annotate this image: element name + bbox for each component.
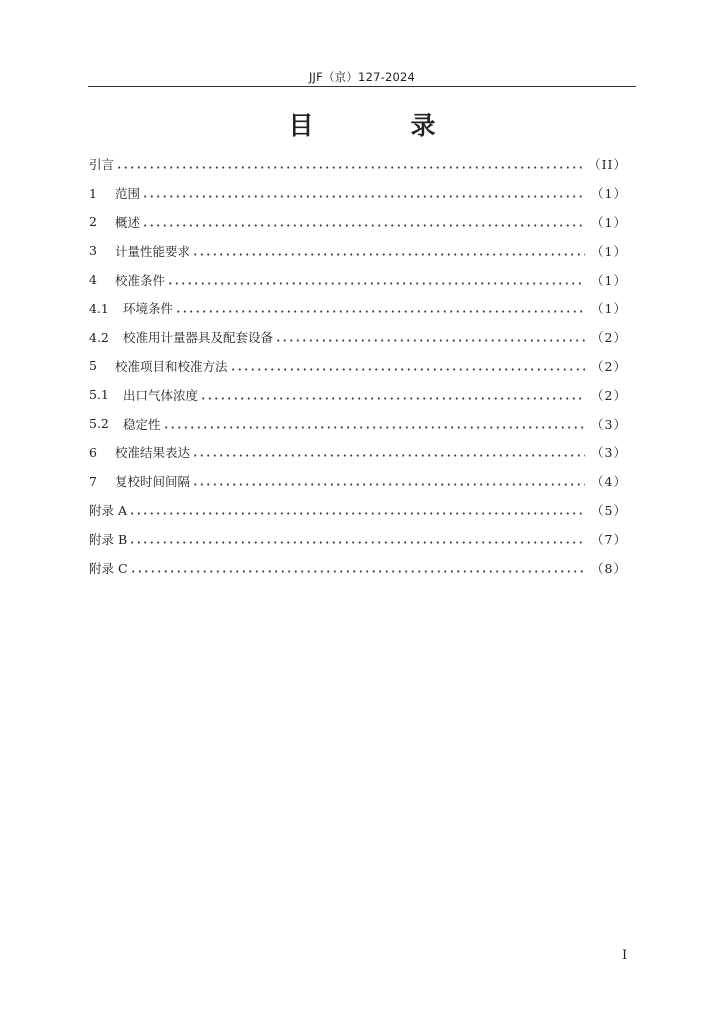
toc-leader-dots bbox=[275, 339, 585, 342]
toc-entry-number: 5.2 bbox=[89, 416, 109, 432]
toc-entry-6[interactable] bbox=[89, 438, 627, 467]
toc-leader-dots bbox=[129, 512, 585, 515]
toc-entry-number: 6 bbox=[89, 444, 97, 460]
toc-entry-number: 2 bbox=[89, 214, 97, 230]
toc-entry-page: （3） bbox=[591, 445, 627, 461]
toc-entry-page: （8） bbox=[591, 560, 627, 576]
toc-leader-dots bbox=[116, 166, 582, 169]
page-title: 目 录 bbox=[288, 111, 472, 140]
toc-entry-number: 4.2 bbox=[89, 329, 109, 345]
toc-entry-label: 概述 bbox=[115, 214, 141, 230]
toc-entry-label: 计量性能要求 bbox=[115, 243, 191, 259]
toc-leader-dots bbox=[163, 426, 586, 429]
toc-entry-page: （1） bbox=[591, 243, 627, 259]
toc-entry-label: 附录 B bbox=[89, 531, 128, 547]
toc-entry-7[interactable] bbox=[89, 467, 627, 496]
toc-entry-5-1[interactable] bbox=[89, 380, 627, 409]
toc-entry-page: （2） bbox=[591, 330, 627, 346]
toc-entry-number: 4.1 bbox=[89, 300, 109, 316]
toc-entry-page: （1） bbox=[591, 214, 627, 230]
toc-leader-dots bbox=[129, 541, 585, 544]
toc-entry-5-2[interactable] bbox=[89, 409, 627, 438]
toc-entry-page: （1） bbox=[591, 272, 627, 288]
toc-entry-label: 环境条件 bbox=[123, 301, 174, 317]
toc-entry-appendix-a[interactable] bbox=[89, 496, 627, 525]
toc-entry-3[interactable] bbox=[89, 236, 627, 265]
toc-entry-page: （2） bbox=[591, 358, 627, 374]
toc-entry-label: 校准条件 bbox=[115, 272, 166, 288]
toc-entry-label: 附录 C bbox=[89, 560, 128, 576]
toc-entry-5[interactable] bbox=[89, 352, 627, 381]
toc-entry-appendix-b[interactable] bbox=[89, 524, 627, 553]
toc-entry-page: （2） bbox=[591, 387, 627, 403]
page-number: I bbox=[622, 948, 628, 963]
toc-entry-number: 7 bbox=[89, 473, 97, 489]
toc-entry-4[interactable] bbox=[89, 265, 627, 294]
toc-entry-2[interactable] bbox=[89, 208, 627, 237]
toc-entry-number: 5.1 bbox=[89, 387, 109, 403]
toc-entry-label: 稳定性 bbox=[123, 416, 161, 432]
toc-entry-page: （7） bbox=[591, 531, 627, 547]
toc-entry-number: 5 bbox=[89, 358, 97, 374]
toc-entry-label: 复校时间间隔 bbox=[115, 474, 191, 490]
toc-entry-label: 出口气体浓度 bbox=[123, 387, 199, 403]
toc-entry-introduction[interactable] bbox=[89, 150, 627, 179]
toc-entry-page: （5） bbox=[591, 502, 627, 518]
toc-entry-4-1[interactable] bbox=[89, 294, 627, 323]
toc-entry-page: （II） bbox=[588, 157, 627, 173]
toc-entry-number: 1 bbox=[89, 185, 97, 201]
toc-entry-page: （1） bbox=[591, 186, 627, 202]
toc-entry-4-2[interactable] bbox=[89, 323, 627, 352]
toc-leader-dots bbox=[192, 483, 585, 486]
toc-leader-dots bbox=[192, 253, 585, 256]
toc-leader-dots bbox=[167, 282, 585, 285]
toc-entry-label: 附录 A bbox=[89, 502, 128, 518]
toc-leader-dots bbox=[230, 368, 586, 371]
toc-entry-number: 3 bbox=[89, 243, 97, 259]
toc-leader-dots bbox=[142, 195, 585, 198]
toc-entry-label: 引言 bbox=[89, 157, 115, 173]
toc-entry-1[interactable] bbox=[89, 179, 627, 208]
toc-entry-page: （4） bbox=[591, 474, 627, 490]
toc-entry-label: 范围 bbox=[115, 186, 141, 202]
toc-entry-page: （1） bbox=[591, 301, 627, 317]
page-header bbox=[88, 60, 636, 87]
table-of-contents bbox=[89, 150, 627, 582]
toc-entry-label: 校准项目和校准方法 bbox=[115, 358, 228, 374]
toc-entry-label: 校准结果表达 bbox=[115, 445, 191, 461]
toc-leader-dots bbox=[142, 224, 585, 227]
toc-entry-number: 4 bbox=[89, 272, 97, 288]
toc-leader-dots bbox=[130, 570, 586, 573]
toc-leader-dots bbox=[200, 397, 585, 400]
standard-code: JJF（京）127-2024 bbox=[308, 70, 416, 84]
toc-entry-appendix-c[interactable] bbox=[89, 553, 627, 582]
toc-leader-dots bbox=[192, 454, 585, 457]
toc-entry-label: 校准用计量器具及配套设备 bbox=[123, 330, 274, 346]
toc-leader-dots bbox=[175, 310, 585, 313]
toc-entry-page: （3） bbox=[591, 416, 627, 432]
